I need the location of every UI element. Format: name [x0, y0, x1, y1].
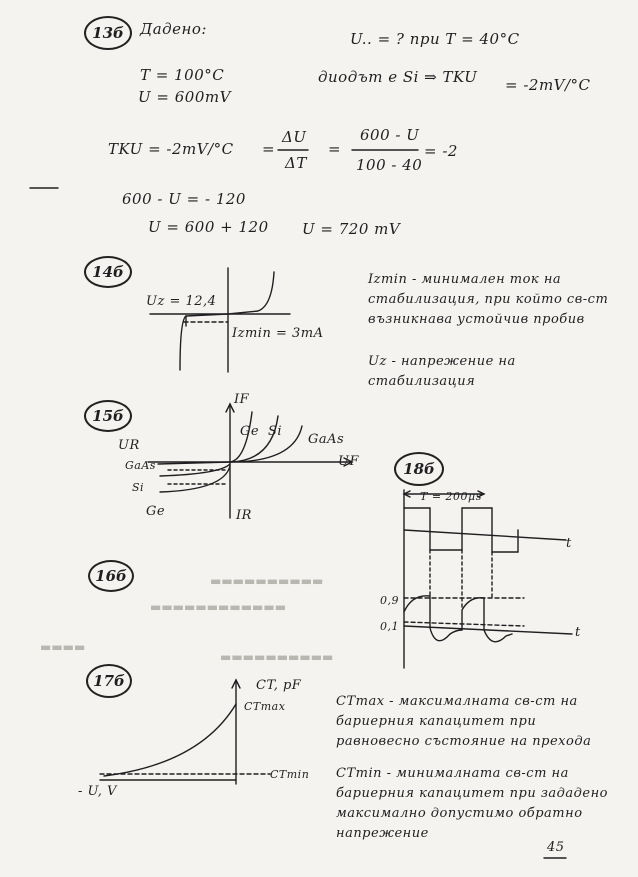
cmax-definition: CTmax - максималната св-ст на бариерния капацитет при равновесно състояние на прехода — [336, 694, 592, 749]
output-wave — [404, 596, 512, 642]
problem-15-label: 15б — [84, 400, 132, 432]
curve-si — [230, 416, 278, 462]
forward-voltage-label: UF — [338, 454, 359, 469]
uz-definition: Uz - напрежение на стабилизация — [368, 354, 516, 389]
reverse-voltage-axis-label: - U, V — [78, 784, 117, 799]
reverse-current-label: IR — [236, 508, 252, 523]
bleed-through-text: ▬▬▬▬ — [40, 640, 86, 654]
formula-result: = -2 — [424, 142, 458, 160]
time-axis-bottom — [404, 626, 572, 634]
level-01-label: 0,1 — [380, 620, 399, 633]
equals-sign: = — [262, 140, 276, 158]
reverse-label-gaas: GaAs — [125, 459, 156, 472]
reverse-label-ge: Ge — [146, 504, 166, 519]
curve-label-si: Si — [268, 424, 283, 439]
level-01-dashed — [404, 622, 524, 626]
capacitance-axis-label: CT, pF — [256, 678, 302, 693]
capacitance-graph — [100, 680, 270, 784]
delta-u: ΔU — [282, 128, 307, 146]
problem-13-label: 13б — [84, 16, 132, 50]
equation-step-1: 600 - U = - 120 — [122, 190, 246, 208]
reverse-voltage-label: UR — [118, 438, 140, 453]
page-number: 45 — [547, 840, 565, 855]
izmin-label: Izmin = 3mA — [232, 326, 324, 341]
find-statement: U.. = ? при T = 40°C — [350, 30, 520, 48]
fraction-denominator: 100 - 40 — [356, 156, 423, 174]
tku-value: = -2mV/°C — [505, 76, 591, 94]
problem-14-label: 14б — [84, 256, 132, 288]
bleed-through-text: ▬▬▬▬▬▬▬▬▬▬▬▬ — [150, 600, 287, 614]
curve-gaas — [230, 426, 302, 462]
level-09-label: 0,9 — [380, 594, 399, 607]
problem-16-label: 16б — [88, 560, 134, 592]
time-axis-top — [404, 530, 566, 540]
equals-sign: = — [328, 140, 342, 158]
cap-curve — [104, 704, 236, 776]
tku-formula-lhs: TKU = -2mV/°C — [108, 140, 234, 158]
cmin-definition: CTmin - минималната св-ст на бариерния капацитет при зададено максимално допустимо обратно напрежение — [336, 766, 608, 841]
cmin-label: CTmin — [270, 768, 310, 781]
cmax-label: CTmax — [244, 700, 286, 713]
delta-t: ΔT — [285, 154, 307, 172]
curve-label-ge: Ge — [240, 424, 260, 439]
zener-voltage-label: Uz = 12,4 — [146, 294, 217, 309]
zener-graph — [150, 268, 290, 372]
problem-17-label: 17б — [86, 664, 132, 698]
reverse-label-si: Si — [132, 481, 145, 494]
given-voltage: U = 600mV — [138, 88, 231, 106]
input-square-wave — [404, 508, 518, 552]
given-temperature: T = 100°C — [140, 66, 225, 84]
zener-forward-curve — [228, 272, 274, 314]
pulse-diagrams — [404, 490, 572, 668]
final-result: U = 720 mV — [302, 220, 401, 238]
iv-characteristics-graph — [148, 404, 352, 518]
izmin-definition: Izmin - минимален ток на стабилизация, при който св-ст възникнава устойчив пробив — [368, 272, 609, 327]
fraction-numerator: 600 - U — [360, 126, 420, 144]
given-label: Дадено: — [140, 20, 207, 38]
period-label: T = 200μs — [420, 490, 482, 503]
curve-label-gaas: GaAs — [308, 432, 345, 447]
time-axis-label-bottom: t — [575, 625, 581, 640]
problem-18-label: 18б — [394, 452, 444, 486]
equation-step-2: U = 600 + 120 — [148, 218, 269, 236]
diode-material: диодът е Si ⇒ TKU — [318, 68, 478, 86]
bleed-through-text: ▬▬▬▬▬▬▬▬▬▬ — [220, 650, 334, 664]
curve-ge — [230, 412, 252, 462]
forward-current-label: IF — [234, 392, 250, 407]
bleed-through-text: ▬▬▬▬▬▬▬▬▬▬ — [210, 574, 324, 588]
time-axis-label-top: t — [566, 536, 572, 551]
